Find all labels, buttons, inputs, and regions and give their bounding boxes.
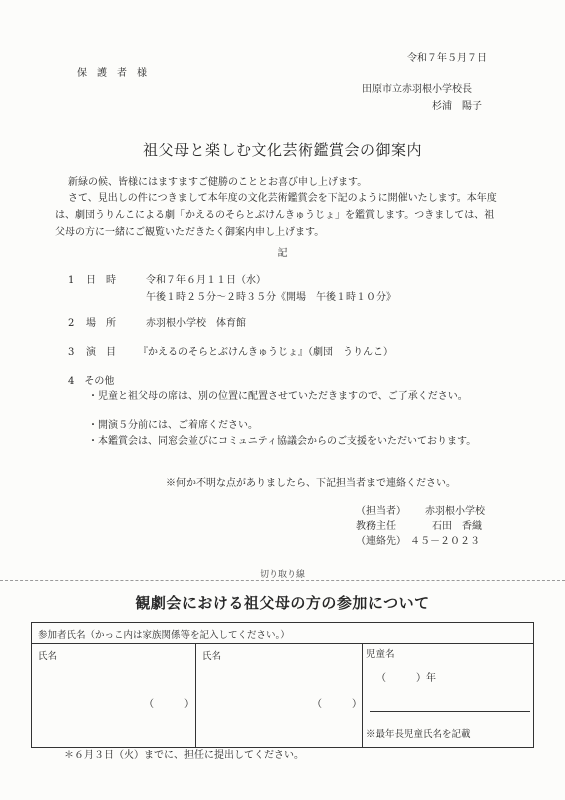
page-title: 祖父母と楽しむ文化芸術鑑賞会の御案内 [142,141,422,159]
child-name-note: ※最年長児童氏名を記載 [366,729,471,740]
item-2-label: 場 所 [86,318,116,329]
issue-date: 令和７年５月７日 [407,53,487,64]
ki-label: 記 [277,248,288,259]
item-2-number: 2 [68,318,75,329]
name-label-1: 氏名 [38,651,58,662]
intro-body: さて、見出しの件につきまして本年度の文化芸術鑑賞会を下記のように開催いたします。本年度は、劇団うりんこによる劇「かえるのそらとぶけんきゅうじょ」を鑑賞します。つきましては、祖父母の方に一緒にご観覧いただきたく御案内申し上げます。 [55,193,497,238]
form-divider-2 [362,643,363,747]
event-place: 赤羽根小学校 体育館 [146,318,246,329]
note-support: ・本鑑賞会は、同窓会並びにコミュニティ協議会からのご支援をいただいております。 [88,436,477,447]
submission-deadline: ＊６月３日（火）までに、担任に提出してください。 [64,750,304,761]
form-title: 観劇会における祖父母の方の参加について [135,594,430,612]
item-3-label: 演 目 [86,347,116,358]
item-3-number: 3 [68,347,75,358]
form-header [32,623,533,644]
contact-phone: ４５－２０２３ [410,536,480,547]
item-4-heading: 4 その他 [68,376,115,387]
contact-note: ※何か不明な点がありましたら、下記担当者まで連絡ください。 [166,478,456,489]
contact-phone-label: （連絡先） [356,536,406,547]
child-name-label: 児童名 [366,649,395,660]
form-header-text: 参加者氏名（かっこ内は家族関係等を記入してください。） [38,630,290,641]
note-seating-time: ・開演５分前には、ご着席ください。 [88,420,258,431]
grade-field[interactable]: （ ）年 [376,673,436,684]
sender-school: 田原市立赤羽根小学校長 [362,84,472,95]
recipient: 保 護 者 様 [77,68,147,79]
contact-school: 赤羽根小学校 [425,506,485,517]
item-1-number: 1 [68,275,75,286]
relation-field-2[interactable]: （ ） [312,699,362,710]
note-seating: ・児童と祖父母の席は、別の位置に配置させていただきますので、ご了承ください。 [88,391,468,402]
event-program: 『かえるのそらとぶけんきゅうじょ』（劇団 うりんこ） [138,347,393,358]
item-1-label: 日 時 [86,275,116,286]
event-time: 午後１時２５分～２時３５分《開場 午後１時１０分》 [146,292,396,303]
relation-field-1[interactable]: （ ） [144,699,194,710]
contact-name: 石田 香織 [432,521,482,532]
cut-line [0,580,565,581]
contact-role-label: （担当者） [356,506,406,517]
cut-line-label: 切り取り線 [0,567,565,580]
contact-position: 教務主任 [356,521,396,532]
participant-form [31,622,534,748]
form-divider-1 [195,643,196,747]
child-name-line[interactable] [370,711,530,712]
event-date: 令和７年６月１１日（水） [146,275,266,286]
intro-greeting: 新緑の候、皆様にはますますご健勝のこととお喜び申し上げます。 [68,177,368,188]
name-label-2: 氏名 [202,651,222,662]
sender-name: 杉浦 陽子 [432,101,482,112]
